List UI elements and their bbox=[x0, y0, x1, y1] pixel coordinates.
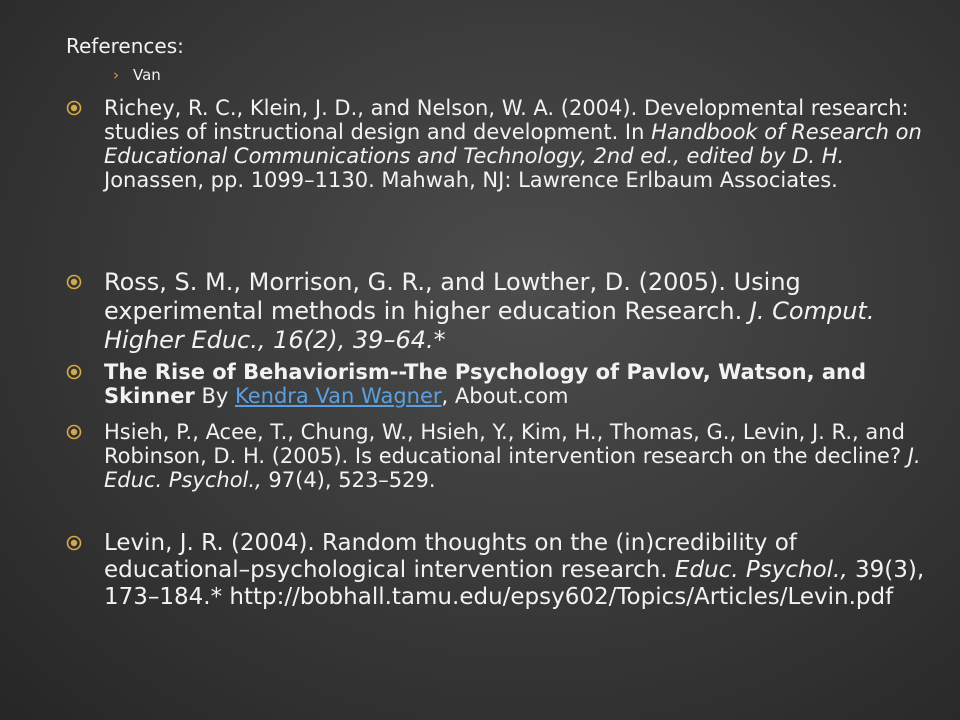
reference-text bbox=[104, 420, 926, 492]
sub-bullet-text: Van bbox=[133, 66, 161, 84]
reference-text-plain: Hsieh, P., Acee, T., Chung, W., Hsieh, Y., Kim, H., Thomas, G., Levin, J. R., and Robinson, D. H. (2005). Is educational intervention research on the decline? bbox=[104, 420, 908, 468]
reference-item bbox=[66, 420, 926, 492]
reference-text bbox=[104, 268, 926, 355]
reference-text-plain: 97(4), 523–529. bbox=[261, 468, 436, 492]
reference-text-italic: Educ. Psychol., bbox=[674, 557, 848, 583]
reference-text bbox=[104, 96, 926, 192]
author-link[interactable]: Kendra Van Wagner bbox=[234, 384, 442, 408]
target-bullet-icon bbox=[66, 360, 104, 380]
sub-bullet-item bbox=[113, 66, 161, 84]
chevron-right-icon: › bbox=[113, 66, 119, 84]
reference-item bbox=[66, 530, 926, 611]
references-heading: References: bbox=[66, 34, 184, 58]
reference-item bbox=[66, 268, 926, 355]
reference-text-italic: Handbook of Research on Educational Communications and Technology, 2nd ed., edited by D. H. bbox=[104, 120, 922, 168]
reference-title-bold: The Rise of Behaviorism--The Psychology of Pavlov, Watson, and Skinner bbox=[104, 360, 867, 408]
reference-text-italic: J. Educ. Psychol., bbox=[104, 444, 921, 492]
reference-text-plain: Levin, J. R. (2004). Random thoughts on the (in)credibility of educational–psychological intervention research. bbox=[104, 530, 797, 583]
target-bullet-icon bbox=[66, 96, 104, 116]
reference-text bbox=[104, 360, 926, 408]
reference-text-italic: J. Comput. Higher Educ., 16(2), 39–64.* bbox=[104, 297, 875, 354]
reference-item bbox=[66, 360, 926, 408]
target-bullet-icon bbox=[66, 268, 104, 290]
target-bullet-icon bbox=[66, 420, 104, 440]
reference-item bbox=[66, 96, 926, 192]
reference-text-plain: Jonassen, pp. 1099–1130. Mahwah, NJ: Lawrence Erlbaum Associates. bbox=[104, 168, 838, 192]
reference-text-plain: , About.com bbox=[441, 384, 569, 408]
reference-text-plain: By bbox=[194, 384, 235, 408]
reference-text-plain: Ross, S. M., Morrison, G. R., and Lowther, D. (2005). Using experimental methods in higher education Research. bbox=[104, 268, 801, 325]
reference-text-plain: Richey, R. C., Klein, J. D., and Nelson, W. A. (2004). Developmental research: studies of instructional design and development. In bbox=[104, 96, 909, 144]
reference-text-plain: 39(3), 173–184.* http://bobhall.tamu.edu/epsy602/Topics/Articles/Levin.pdf bbox=[104, 557, 925, 610]
reference-text bbox=[104, 530, 926, 611]
target-bullet-icon bbox=[66, 530, 104, 551]
